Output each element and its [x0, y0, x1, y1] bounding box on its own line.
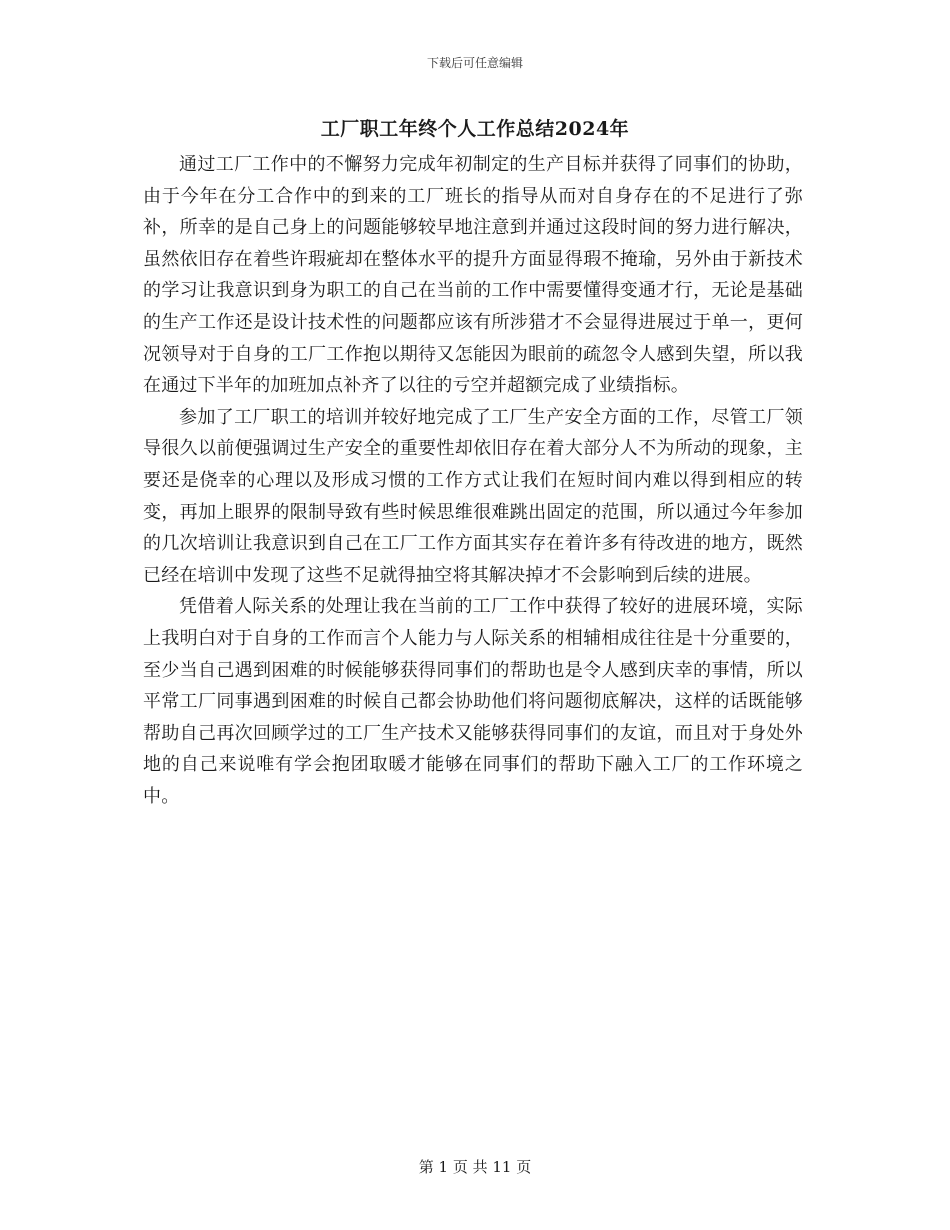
document-title: 工厂职工年终个人工作总结2024年 — [320, 118, 630, 140]
document-body — [143, 149, 803, 812]
paragraph-2: 参加了工厂职工的培训并较好地完成了工厂生产安全方面的工作，尽管工厂领导很久以前便强调过生产安全的重要性却依旧存在着大部分人不为所动的现象，主要还是侥幸的心理以及形成习惯的工作方式让我们在短时间内难以得到相应的转变，再加上眼界的限制导致有些时候思维很难跳出固定的范围，所以通过今年参加的几次培训让我意识到自己在工厂工作方面其实存在着许多有待改进的地方，既然已经在培训中发现了这些不足就得抽空将其解决掉才不会影响到后续的进展。 — [143, 406, 803, 586]
paragraph-3: 凭借着人际关系的处理让我在当前的工厂工作中获得了较好的进展环境，实际上我明白对于自身的工作而言个人能力与人际关系的相辅相成往往是十分重要的，至少当自己遇到困难的时候能够获得同事们的帮助也是令人感到庆幸的事情，所以平常工厂同事遇到困难的时候自己都会协助他们将问题彻底解决，这样的话既能够帮助自己再次回顾学过的工厂生产技术又能够获得同事们的友谊，而且对于身处外地的自己来说唯有学会抱团取暖才能够在同事们的帮助下融入工厂的工作环境之中。 — [143, 596, 803, 807]
paragraph-1: 通过工厂工作中的不懈努力完成年初制定的生产目标并获得了同事们的协助，由于今年在分工合作中的到来的工厂班长的指导从而对自身存在的不足进行了弥补，所幸的是自己身上的问题能够较早地注意到并通过这段时间的努力进行解决，虽然依旧存在着些许瑕疵却在整体水平的提升方面显得瑕不掩瑜，另外由于新技术的学习让我意识到身为职工的自己在当前的工作中需要懂得变通才行，无论是基础的生产工作还是设计技术性的问题都应该有所涉猎才不会显得进展过于单一，更何况领导对于自身的工厂工作抱以期待又怎能因为眼前的疏忽令人感到失望，所以我在通过下半年的加班加点补齐了以往的亏空并超额完成了业绩指标。 — [143, 154, 803, 397]
page-number: 第 1 页 共 11 页 — [418, 1158, 532, 1176]
page-header: 下载后可任意编辑 — [426, 56, 523, 70]
